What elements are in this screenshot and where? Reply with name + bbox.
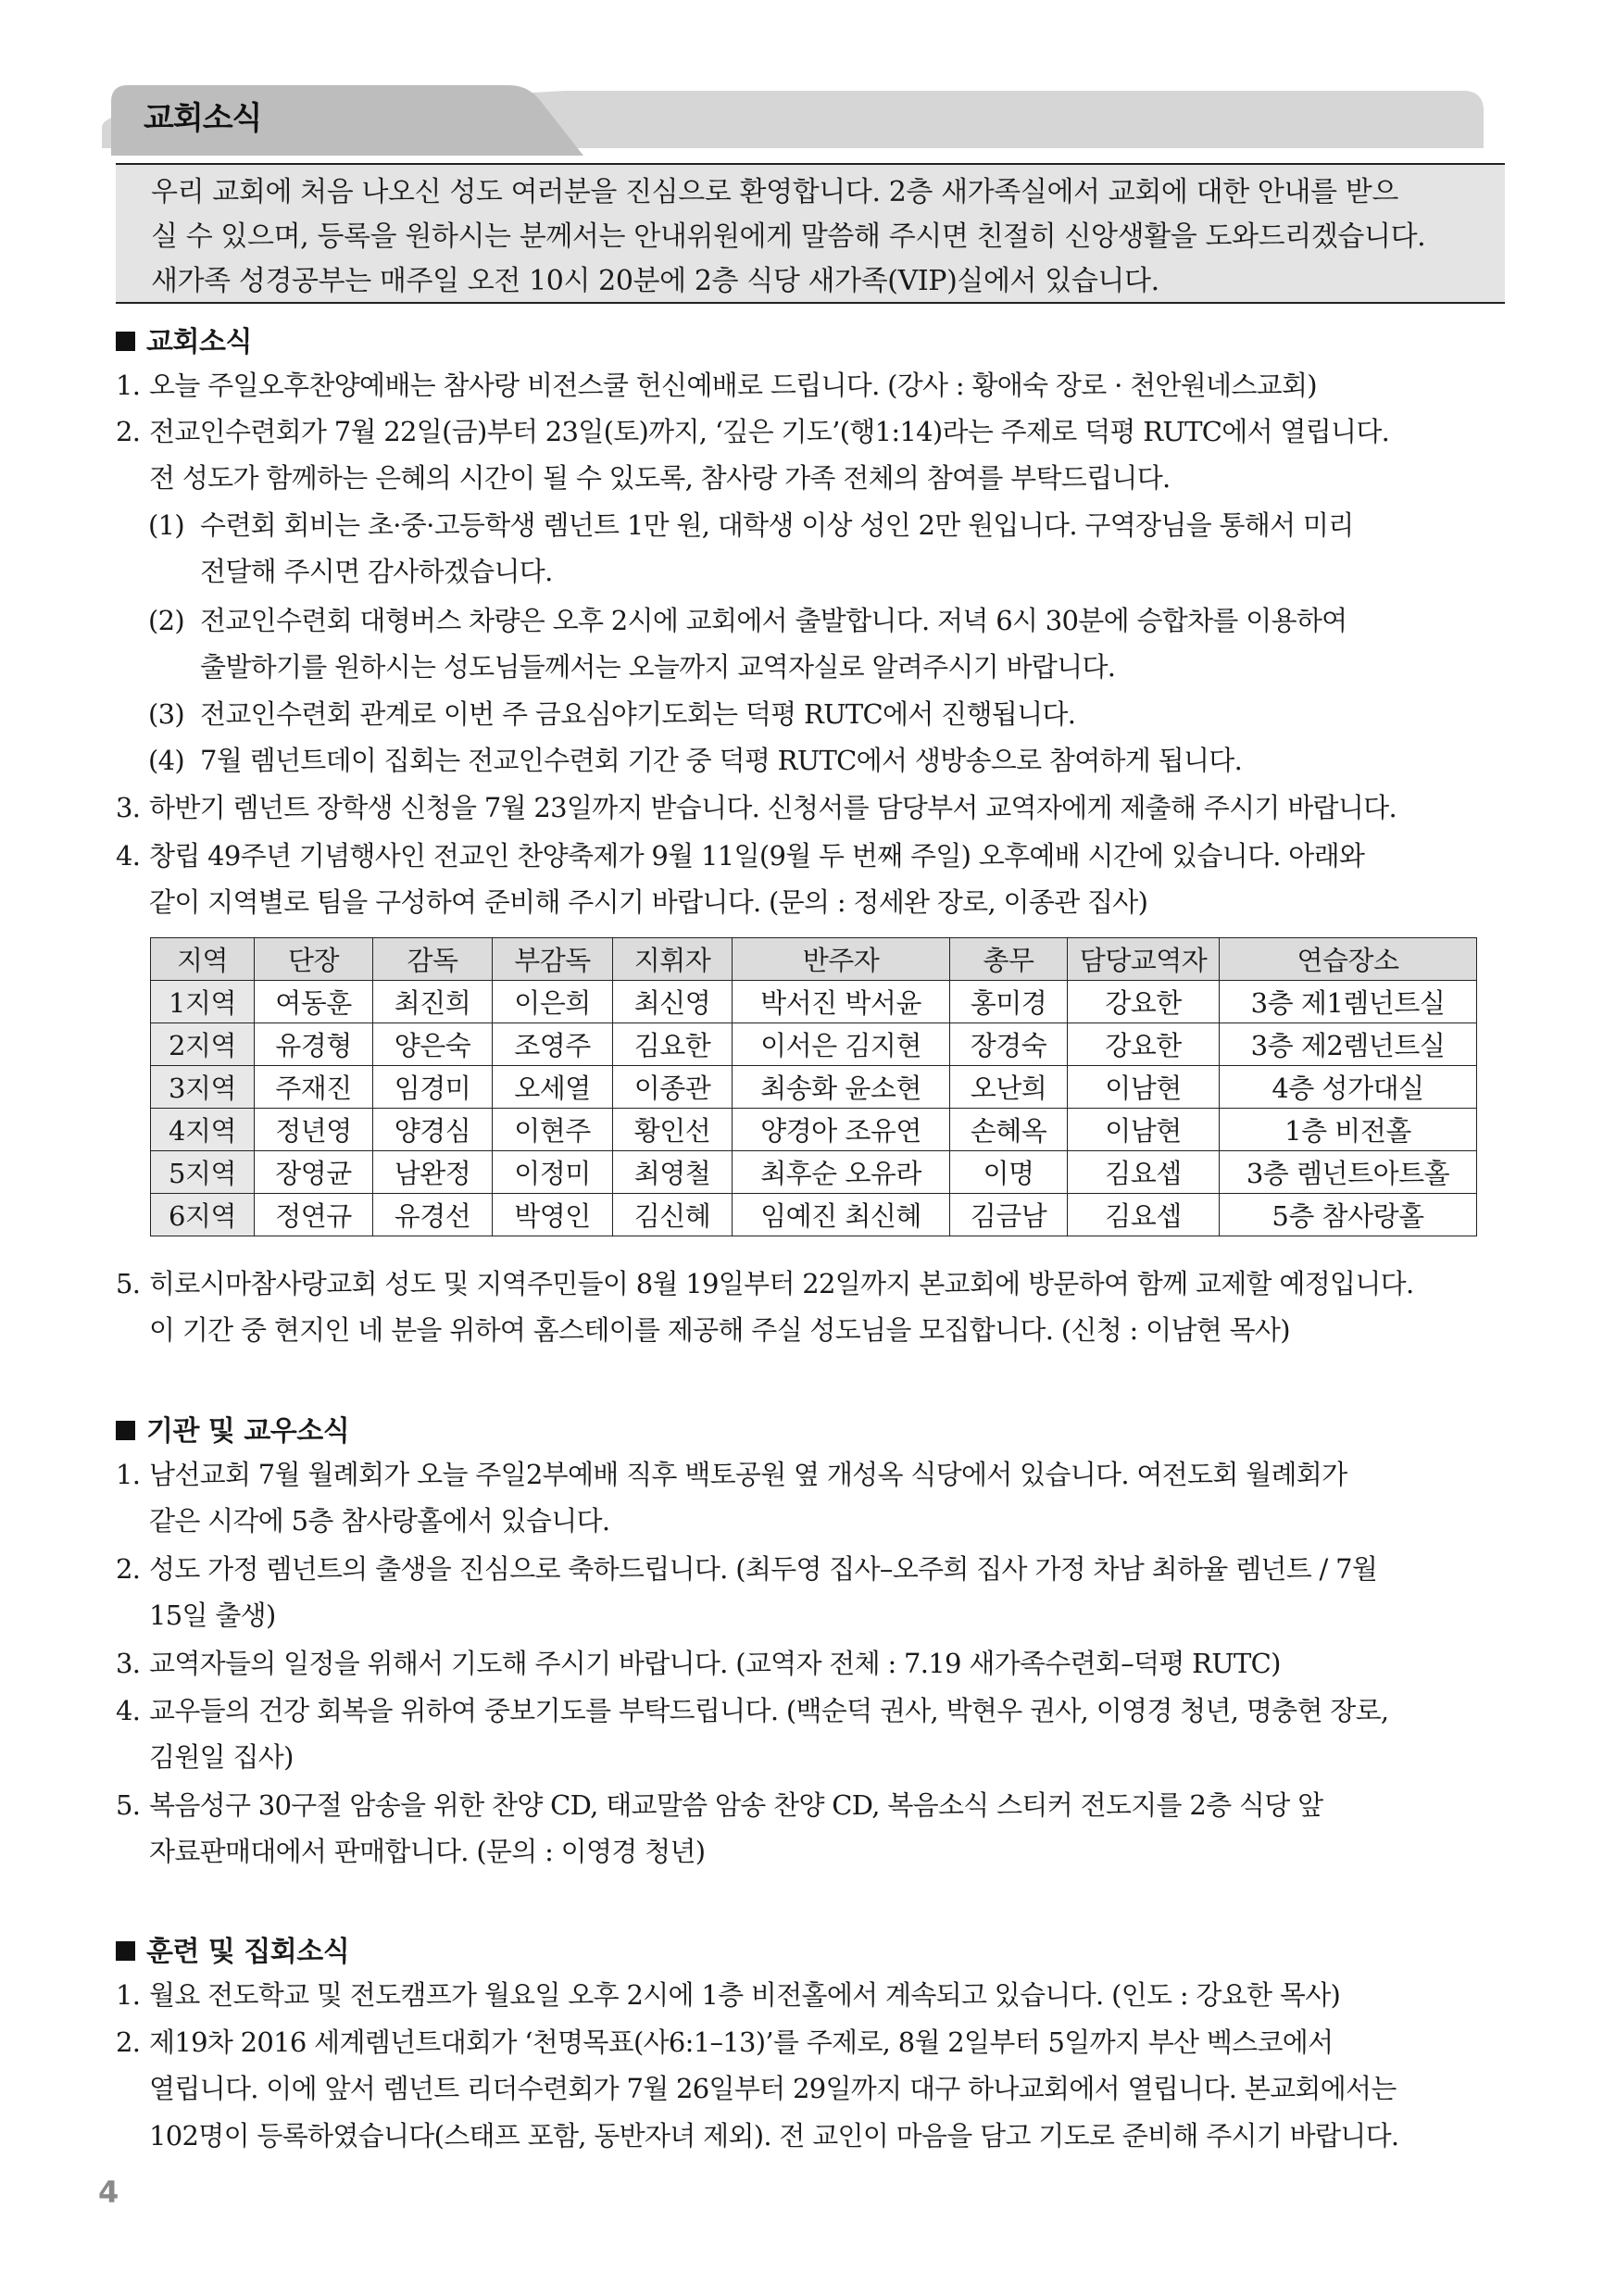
news-subitem: (4) 7월 렘넌트데이 집회는 전교인수련회 기간 중 덕평 RUTC에서 생방송으로 참여하게 됩니다. [148, 745, 1243, 776]
news-item-continuation: 이 기간 중 현지인 네 분을 위하여 홈스테이를 제공해 주실 성도님을 모집합니다. (신청 : 이남현 목사) [149, 1314, 1290, 1346]
table-cell: 강요한 [1068, 981, 1220, 1023]
table-cell: 최영철 [613, 1151, 733, 1194]
table-row [151, 1066, 1477, 1109]
column-header: 반주자 [733, 938, 950, 981]
column-header: 감독 [373, 938, 493, 981]
news-subitem: (1) 수련회 회비는 초·중·고등학생 렘넌트 1만 원, 대학생 이상 성인 2만 원입니다. 구역장님을 통해서 미리 [148, 509, 1354, 541]
table-cell: 박영인 [493, 1194, 613, 1236]
table-cell: 유경형 [255, 1023, 373, 1066]
table-cell: 이명 [950, 1151, 1068, 1194]
news-item: 5. 히로시마참사랑교회 성도 및 지역주민들이 8월 19일부터 22일까지 본교회에 방문하여 함께 교제할 예정입니다. [116, 1268, 1414, 1299]
news-item: 2. 전교인수련회가 7월 22일(금)부터 23일(토)까지, ‘깊은 기도’(행1:14)라는 주제로 덕평 RUTC에서 열립니다. [116, 416, 1390, 447]
table-cell: 김금남 [950, 1194, 1068, 1236]
table-cell: 3층 제2렘넌트실 [1220, 1023, 1477, 1066]
table-cell: 3층 렘넌트아트홀 [1220, 1151, 1477, 1194]
column-header: 지휘자 [613, 938, 733, 981]
welcome-line: 실 수 있으며, 등록을 원하시는 분께서는 안내위원에게 말씀해 주시면 친절히 신앙생활을 도와드리겠습니다. [151, 220, 1426, 253]
column-header: 총무 [950, 938, 1068, 981]
table-cell: 양경심 [373, 1109, 493, 1151]
table-cell: 이남현 [1068, 1109, 1220, 1151]
column-header: 단장 [255, 938, 373, 981]
table-row [151, 1194, 1477, 1236]
news-item-continuation: 102명이 등록하였습니다(스태프 포함, 동반자녀 제외). 전 교인이 마음을 담고 기도로 준비해 주시기 바랍니다. [149, 2120, 1399, 2152]
table-cell: 최송화 윤소현 [733, 1066, 950, 1109]
table-cell: 정년영 [255, 1109, 373, 1151]
news-item: 1. 남선교회 7월 월례회가 오늘 주일2부예배 직후 백토공원 옆 개성옥 식당에서 있습니다. 여전도회 월례회가 [116, 1459, 1347, 1490]
section-heading-org-news: 기관 및 교우소식 [116, 1408, 349, 1449]
table-row [151, 1109, 1477, 1151]
section-heading-training-news: 훈련 및 집회소식 [116, 1928, 349, 1969]
table-cell: 임경미 [373, 1066, 493, 1109]
news-item: 5. 복음성구 30구절 암송을 위한 찬양 CD, 태교말씀 암송 찬양 CD, 복음소식 스티커 전도지를 2층 식당 앞 [116, 1789, 1323, 1821]
table-cell: 이정미 [493, 1151, 613, 1194]
column-header: 지역 [151, 938, 255, 981]
table-cell: 2지역 [151, 1023, 255, 1066]
column-header: 담당교역자 [1068, 938, 1220, 981]
column-header: 연습장소 [1220, 938, 1477, 981]
page-title: 교회소식 [144, 100, 262, 137]
table-header-row [151, 938, 1477, 981]
welcome-line: 우리 교회에 처음 나오신 성도 여러분을 진심으로 환영합니다. 2층 새가족실에서 교회에 대한 안내를 받으 [151, 176, 1398, 208]
news-subitem: (3) 전교인수련회 관계로 이번 주 금요심야기도회는 덕평 RUTC에서 진행됩니다. [148, 698, 1076, 730]
square-bullet-icon [116, 1941, 135, 1961]
table-cell: 최후순 오유라 [733, 1151, 950, 1194]
table-cell: 이서은 김지현 [733, 1023, 950, 1066]
table-cell: 강요한 [1068, 1023, 1220, 1066]
news-item: 1. 오늘 주일오후찬양예배는 참사랑 비전스쿨 헌신예배로 드립니다. (강사 : 황애숙 장로 · 천안원네스교회) [116, 370, 1317, 401]
table-cell: 김요셉 [1068, 1151, 1220, 1194]
news-item: 2. 성도 가정 렘넌트의 출생을 진심으로 축하드립니다. (최두영 집사–오주희 집사 가정 차남 최하율 렘넌트 / 7월 [116, 1553, 1378, 1585]
news-subitem: (2) 전교인수련회 대형버스 차량은 오후 2시에 교회에서 출발합니다. 저녁 6시 30분에 승합차를 이용하여 [148, 605, 1347, 636]
table-row [151, 981, 1477, 1023]
table-row [151, 1023, 1477, 1066]
table-cell: 주재진 [255, 1066, 373, 1109]
table-cell: 김신혜 [613, 1194, 733, 1236]
table-cell: 이남현 [1068, 1066, 1220, 1109]
news-item: 4. 교우들의 건강 회복을 위하여 중보기도를 부탁드립니다. (백순덕 권사, 박현우 권사, 이영경 청년, 명충현 장로, [116, 1695, 1389, 1726]
table-cell: 이종관 [613, 1066, 733, 1109]
table-cell: 김요한 [613, 1023, 733, 1066]
table-cell: 1지역 [151, 981, 255, 1023]
table-cell: 남완정 [373, 1151, 493, 1194]
welcome-line: 새가족 성경공부는 매주일 오전 10시 20분에 2층 식당 새가족(VIP)실에서 있습니다. [151, 265, 1159, 297]
table-cell: 최신영 [613, 981, 733, 1023]
news-item: 2. 제19차 2016 세계렘넌트대회가 ‘천명목표(사6:1–13)’를 주제로, 8월 2일부터 5일까지 부산 벡스코에서 [116, 2026, 1334, 2058]
table-cell: 임예진 최신혜 [733, 1194, 950, 1236]
news-item: 4. 창립 49주년 기념행사인 전교인 찬양축제가 9월 11일(9월 두 번째 주일) 오후예배 시간에 있습니다. 아래와 [116, 840, 1365, 872]
news-item-continuation: 15일 출생) [149, 1600, 276, 1631]
news-item-continuation: 같은 시각에 5층 참사랑홀에서 있습니다. [149, 1505, 610, 1537]
table-cell: 4층 성가대실 [1220, 1066, 1477, 1109]
news-item-continuation: 같이 지역별로 팀을 구성하여 준비해 주시기 바랍니다. (문의 : 정세완 장로, 이종관 집사) [149, 886, 1148, 918]
region-team-table [150, 937, 1477, 1236]
news-item-continuation: 자료판매대에서 판매합니다. (문의 : 이영경 청년) [149, 1836, 706, 1867]
table-cell: 황인선 [613, 1109, 733, 1151]
table-cell: 4지역 [151, 1109, 255, 1151]
table-cell: 김요셉 [1068, 1194, 1220, 1236]
table-cell: 6지역 [151, 1194, 255, 1236]
table-cell: 이현주 [493, 1109, 613, 1151]
table-cell: 정연규 [255, 1194, 373, 1236]
table-row [151, 1151, 1477, 1194]
square-bullet-icon [116, 1421, 135, 1440]
news-item-continuation: 전 성도가 함께하는 은혜의 시간이 될 수 있도록, 참사랑 가족 전체의 참여를 부탁드립니다. [149, 462, 1171, 494]
section-heading-church-news: 교회소식 [116, 319, 252, 359]
table-cell: 오세열 [493, 1066, 613, 1109]
table-cell: 이은희 [493, 981, 613, 1023]
table-cell: 양은숙 [373, 1023, 493, 1066]
table-cell: 손혜옥 [950, 1109, 1068, 1151]
table-cell: 장영균 [255, 1151, 373, 1194]
table-cell: 조영주 [493, 1023, 613, 1066]
table-cell: 최진희 [373, 981, 493, 1023]
table-cell: 오난희 [950, 1066, 1068, 1109]
table-cell: 5지역 [151, 1151, 255, 1194]
news-item-continuation: 열립니다. 이에 앞서 렘넌트 리더수련회가 7월 26일부터 29일까지 대구 하나교회에서 열립니다. 본교회에서는 [149, 2073, 1397, 2104]
news-subitem-continuation: 출발하기를 원하시는 성도님들께서는 오늘까지 교역자실로 알려주시기 바랍니다. [200, 651, 1116, 683]
table-cell: 1층 비전홀 [1220, 1109, 1477, 1151]
news-item: 3. 하반기 렘넌트 장학생 신청을 7월 23일까지 받습니다. 신청서를 담당부서 교역자에게 제출해 주시기 바랍니다. [116, 792, 1397, 823]
table-cell: 3층 제1렘넌트실 [1220, 981, 1477, 1023]
news-subitem-continuation: 전달해 주시면 감사하겠습니다. [200, 556, 553, 587]
column-header: 부감독 [493, 938, 613, 981]
section-header-tab [102, 83, 1491, 156]
table-cell: 양경아 조유연 [733, 1109, 950, 1151]
page-number: 4 [98, 2175, 119, 2210]
table-cell: 유경선 [373, 1194, 493, 1236]
square-bullet-icon [116, 332, 135, 351]
news-item: 3. 교역자들의 일정을 위해서 기도해 주시기 바랍니다. (교역자 전체 : 7.19 새가족수련회–덕평 RUTC) [116, 1648, 1281, 1679]
news-item-continuation: 김원일 집사) [149, 1741, 294, 1773]
news-item: 1. 월요 전도학교 및 전도캠프가 월요일 오후 2시에 1층 비전홀에서 계속되고 있습니다. (인도 : 강요한 목사) [116, 1979, 1341, 2011]
table-cell: 장경숙 [950, 1023, 1068, 1066]
welcome-box [116, 163, 1505, 304]
table-cell: 홍미경 [950, 981, 1068, 1023]
table-cell: 3지역 [151, 1066, 255, 1109]
table-cell: 5층 참사랑홀 [1220, 1194, 1477, 1236]
table-cell: 여동훈 [255, 981, 373, 1023]
table-cell: 박서진 박서윤 [733, 981, 950, 1023]
